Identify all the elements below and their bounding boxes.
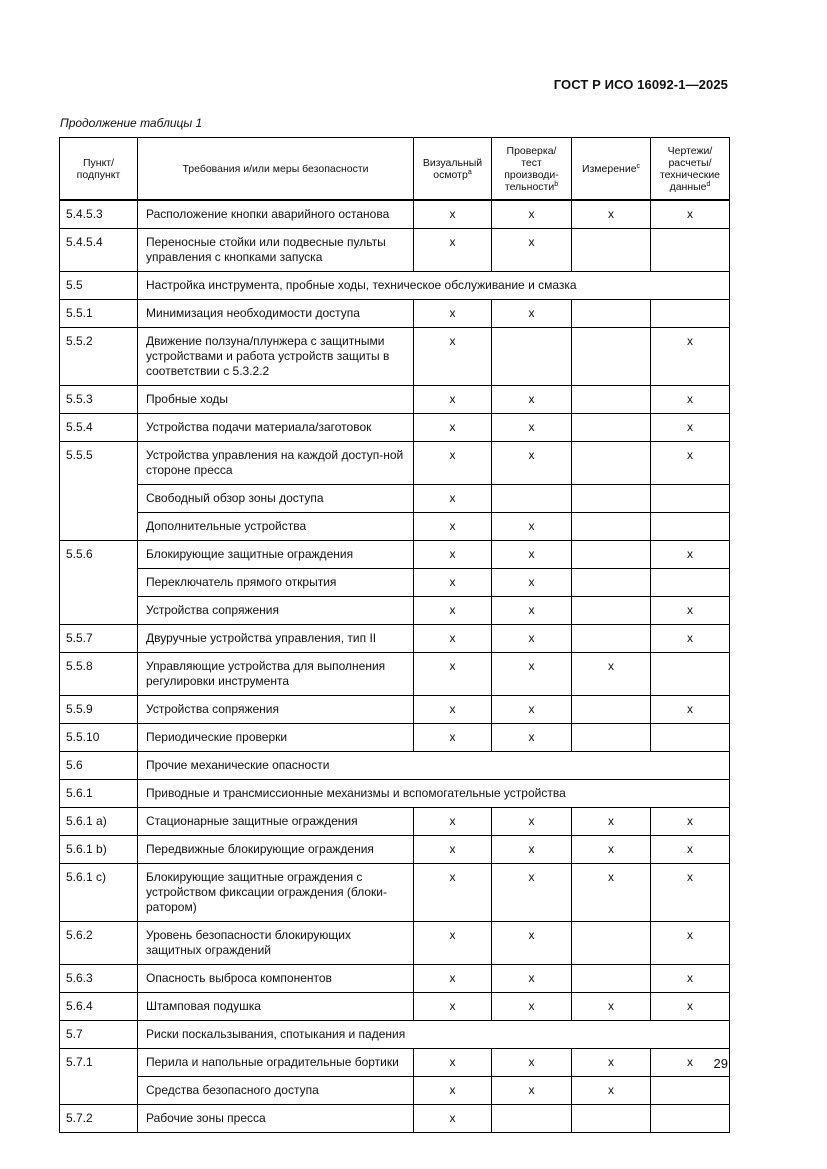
header-test-label: Проверка/ тест производи- тельности	[504, 144, 559, 193]
table-row	[60, 696, 730, 724]
table-row	[60, 625, 730, 653]
test-mark	[492, 328, 572, 386]
visual-mark: x	[414, 597, 492, 625]
measure-mark	[572, 724, 651, 752]
table-row	[60, 200, 730, 229]
visual-mark: x	[414, 569, 492, 597]
requirement-text: Двуручные устройства управления, тип II	[138, 625, 414, 653]
requirement-text: Пробные ходы	[138, 386, 414, 414]
table-row	[60, 836, 730, 864]
requirement-text: Устройства сопряжения	[138, 696, 414, 724]
drawings-mark	[651, 653, 730, 696]
table-row	[60, 442, 730, 485]
measure-mark: x	[572, 653, 651, 696]
visual-mark: x	[414, 328, 492, 386]
table-row	[60, 965, 730, 993]
clause-number: 5.5.9	[60, 696, 138, 724]
header-drawings	[651, 138, 730, 201]
visual-mark: x	[414, 414, 492, 442]
drawings-mark: x	[651, 328, 730, 386]
measure-mark	[572, 922, 651, 965]
measure-mark: x	[572, 1049, 651, 1077]
measure-mark	[572, 300, 651, 328]
test-mark: x	[492, 922, 572, 965]
measure-mark: x	[572, 808, 651, 836]
clause-number: 5.6.1	[60, 780, 138, 808]
visual-mark: x	[414, 386, 492, 414]
drawings-mark: x	[651, 414, 730, 442]
header-visual-label: Визуальный осмотр	[422, 156, 483, 181]
table-row	[60, 653, 730, 696]
table-row	[60, 724, 730, 752]
table-row	[60, 808, 730, 836]
measure-mark	[572, 1105, 651, 1133]
drawings-mark: x	[651, 696, 730, 724]
table-row	[60, 993, 730, 1021]
clause-number: 5.5.6	[60, 541, 138, 625]
visual-mark: x	[414, 442, 492, 485]
visual-mark: x	[414, 513, 492, 541]
drawings-mark: x	[651, 864, 730, 922]
clause-number: 5.5.5	[60, 442, 138, 541]
requirement-text: Минимизация необходимости доступа	[138, 300, 414, 328]
test-mark: x	[492, 541, 572, 569]
test-mark: x	[492, 597, 572, 625]
clause-number: 5.4.5.4	[60, 229, 138, 272]
clause-number: 5.5	[60, 272, 138, 300]
measure-mark	[572, 414, 651, 442]
header-measure-note: c	[636, 162, 641, 170]
test-mark: x	[492, 836, 572, 864]
measure-mark	[572, 625, 651, 653]
test-mark: x	[492, 864, 572, 922]
header-test-note: b	[554, 180, 559, 188]
drawings-mark	[651, 569, 730, 597]
header-requirements-label: Требования и/или меры безопасности	[182, 162, 369, 175]
test-mark: x	[492, 1049, 572, 1077]
requirement-text: Свободный обзор зоны доступа	[138, 485, 414, 513]
drawings-mark: x	[651, 993, 730, 1021]
clause-number: 5.6.1 c)	[60, 864, 138, 922]
document-header: ГОСТ Р ИСО 16092-1—2025	[553, 77, 728, 92]
table-header	[60, 138, 730, 201]
visual-mark: x	[414, 1049, 492, 1077]
clause-number: 5.5.8	[60, 653, 138, 696]
header-visual-note: a	[467, 168, 472, 176]
header-measure	[572, 138, 651, 201]
clause-number: 5.7.1	[60, 1049, 138, 1105]
test-mark: x	[492, 569, 572, 597]
measure-mark	[572, 696, 651, 724]
requirement-text: Устройства подачи материала/заготовок	[138, 414, 414, 442]
measure-mark	[572, 597, 651, 625]
table-row	[60, 780, 730, 808]
test-mark: x	[492, 1077, 572, 1105]
test-mark: x	[492, 200, 572, 229]
test-mark	[492, 1105, 572, 1133]
table-row	[60, 752, 730, 780]
test-mark: x	[492, 808, 572, 836]
header-num-label: Пункт/ подпункт	[76, 156, 121, 181]
clause-number: 5.7.2	[60, 1105, 138, 1133]
measure-mark: x	[572, 864, 651, 922]
drawings-mark: x	[651, 922, 730, 965]
measure-mark: x	[572, 1077, 651, 1105]
requirement-text: Управляющие устройства для выполнения регулировки инструмента	[138, 653, 414, 696]
table-row	[60, 272, 730, 300]
drawings-mark: x	[651, 625, 730, 653]
table-row	[60, 1077, 730, 1105]
drawings-mark: x	[651, 200, 730, 229]
measure-mark	[572, 513, 651, 541]
requirement-text: Средства безопасного доступа	[138, 1077, 414, 1105]
visual-mark: x	[414, 808, 492, 836]
table-row	[60, 864, 730, 922]
requirement-text: Устройства сопряжения	[138, 597, 414, 625]
header-num	[60, 138, 138, 201]
table-caption: Продолжение таблицы 1	[60, 116, 203, 130]
test-mark: x	[492, 414, 572, 442]
measure-mark: x	[572, 200, 651, 229]
clause-number: 5.6	[60, 752, 138, 780]
clause-number: 5.5.10	[60, 724, 138, 752]
visual-mark: x	[414, 724, 492, 752]
requirement-text: Дополнительные устройства	[138, 513, 414, 541]
visual-mark: x	[414, 1105, 492, 1133]
clause-number: 5.5.2	[60, 328, 138, 386]
requirement-text: Блокирующие защитные ограждения с устройством фиксации ограждения (блоки-ратором)	[138, 864, 414, 922]
table-row	[60, 386, 730, 414]
clause-number: 5.5.3	[60, 386, 138, 414]
visual-mark: x	[414, 625, 492, 653]
clause-number: 5.5.7	[60, 625, 138, 653]
table-row	[60, 1021, 730, 1049]
page-number: 29	[713, 1056, 728, 1071]
clause-number: 5.5.4	[60, 414, 138, 442]
test-mark: x	[492, 724, 572, 752]
table-row	[60, 1049, 730, 1077]
drawings-mark	[651, 1105, 730, 1133]
visual-mark: x	[414, 965, 492, 993]
table-row	[60, 300, 730, 328]
drawings-mark: x	[651, 597, 730, 625]
measure-mark	[572, 442, 651, 485]
requirement-text: Стационарные защитные ограждения	[138, 808, 414, 836]
drawings-mark: x	[651, 386, 730, 414]
clause-number: 5.7	[60, 1021, 138, 1049]
visual-mark: x	[414, 922, 492, 965]
visual-mark: x	[414, 300, 492, 328]
header-requirements	[138, 138, 414, 201]
drawings-mark	[651, 513, 730, 541]
requirement-text: Устройства управления на каждой доступ-ной стороне пресса	[138, 442, 414, 485]
table-row	[60, 1105, 730, 1133]
measure-mark	[572, 485, 651, 513]
drawings-mark: x	[651, 1049, 730, 1077]
requirement-text: Штамповая подушка	[138, 993, 414, 1021]
requirement-text: Перила и напольные оградительные бортики	[138, 1049, 414, 1077]
table-row	[60, 513, 730, 541]
table-row	[60, 597, 730, 625]
requirement-text: Движение ползуна/плунжера с защитными устройствами и работа устройств защиты в соответствии с 5.3.2.2	[138, 328, 414, 386]
drawings-mark	[651, 1077, 730, 1105]
measure-mark	[572, 569, 651, 597]
measure-mark	[572, 541, 651, 569]
visual-mark: x	[414, 485, 492, 513]
test-mark: x	[492, 300, 572, 328]
drawings-mark	[651, 724, 730, 752]
requirement-text: Переносные стойки или подвесные пульты управления с кнопками запуска	[138, 229, 414, 272]
header-measure-label: Измерение	[581, 162, 637, 175]
table-row	[60, 414, 730, 442]
clause-number: 5.6.1 a)	[60, 808, 138, 836]
drawings-mark: x	[651, 442, 730, 485]
test-mark: x	[492, 513, 572, 541]
visual-mark: x	[414, 1077, 492, 1105]
clause-number: 5.5.1	[60, 300, 138, 328]
drawings-mark: x	[651, 808, 730, 836]
measure-mark	[572, 229, 651, 272]
header-drawings-note: d	[706, 180, 711, 188]
table-body	[60, 200, 730, 1133]
test-mark: x	[492, 442, 572, 485]
requirements-table	[59, 137, 730, 1133]
table-row	[60, 569, 730, 597]
header-visual	[414, 138, 492, 201]
requirement-text: Рабочие зоны пресса	[138, 1105, 414, 1133]
requirement-text: Периодические проверки	[138, 724, 414, 752]
visual-mark: x	[414, 696, 492, 724]
visual-mark: x	[414, 993, 492, 1021]
visual-mark: x	[414, 836, 492, 864]
drawings-mark: x	[651, 965, 730, 993]
drawings-mark	[651, 229, 730, 272]
clause-number: 5.6.3	[60, 965, 138, 993]
measure-mark	[572, 386, 651, 414]
requirement-text: Настройка инструмента, пробные ходы, техническое обслуживание и смазка	[138, 272, 730, 300]
drawings-mark	[651, 485, 730, 513]
visual-mark: x	[414, 200, 492, 229]
requirement-text: Риски поскальзывания, спотыкания и падения	[138, 1021, 730, 1049]
visual-mark: x	[414, 229, 492, 272]
table-row	[60, 922, 730, 965]
test-mark	[492, 485, 572, 513]
clause-number: 5.6.2	[60, 922, 138, 965]
requirement-text: Прочие механические опасности	[138, 752, 730, 780]
measure-mark: x	[572, 993, 651, 1021]
requirement-text: Приводные и трансмиссионные механизмы и вспомогательные устройства	[138, 780, 730, 808]
clause-number: 5.6.4	[60, 993, 138, 1021]
header-drawings-label: Чертежи/ расчеты/ технические данные	[659, 144, 721, 193]
visual-mark: x	[414, 864, 492, 922]
test-mark: x	[492, 653, 572, 696]
drawings-mark	[651, 300, 730, 328]
drawings-mark: x	[651, 541, 730, 569]
test-mark: x	[492, 229, 572, 272]
table-row	[60, 541, 730, 569]
measure-mark	[572, 965, 651, 993]
test-mark: x	[492, 993, 572, 1021]
visual-mark: x	[414, 541, 492, 569]
test-mark: x	[492, 625, 572, 653]
drawings-mark: x	[651, 836, 730, 864]
requirement-text: Переключатель прямого открытия	[138, 569, 414, 597]
table-row	[60, 485, 730, 513]
requirement-text: Блокирующие защитные ограждения	[138, 541, 414, 569]
requirement-text: Передвижные блокирующие ограждения	[138, 836, 414, 864]
requirement-text: Опасность выброса компонентов	[138, 965, 414, 993]
table-row	[60, 229, 730, 272]
clause-number: 5.4.5.3	[60, 200, 138, 229]
test-mark: x	[492, 696, 572, 724]
test-mark: x	[492, 386, 572, 414]
requirement-text: Расположение кнопки аварийного останова	[138, 200, 414, 229]
measure-mark: x	[572, 836, 651, 864]
clause-number: 5.6.1 b)	[60, 836, 138, 864]
test-mark: x	[492, 965, 572, 993]
table-row	[60, 328, 730, 386]
header-test	[492, 138, 572, 201]
visual-mark: x	[414, 653, 492, 696]
measure-mark	[572, 328, 651, 386]
requirement-text: Уровень безопасности блокирующих защитных ограждений	[138, 922, 414, 965]
